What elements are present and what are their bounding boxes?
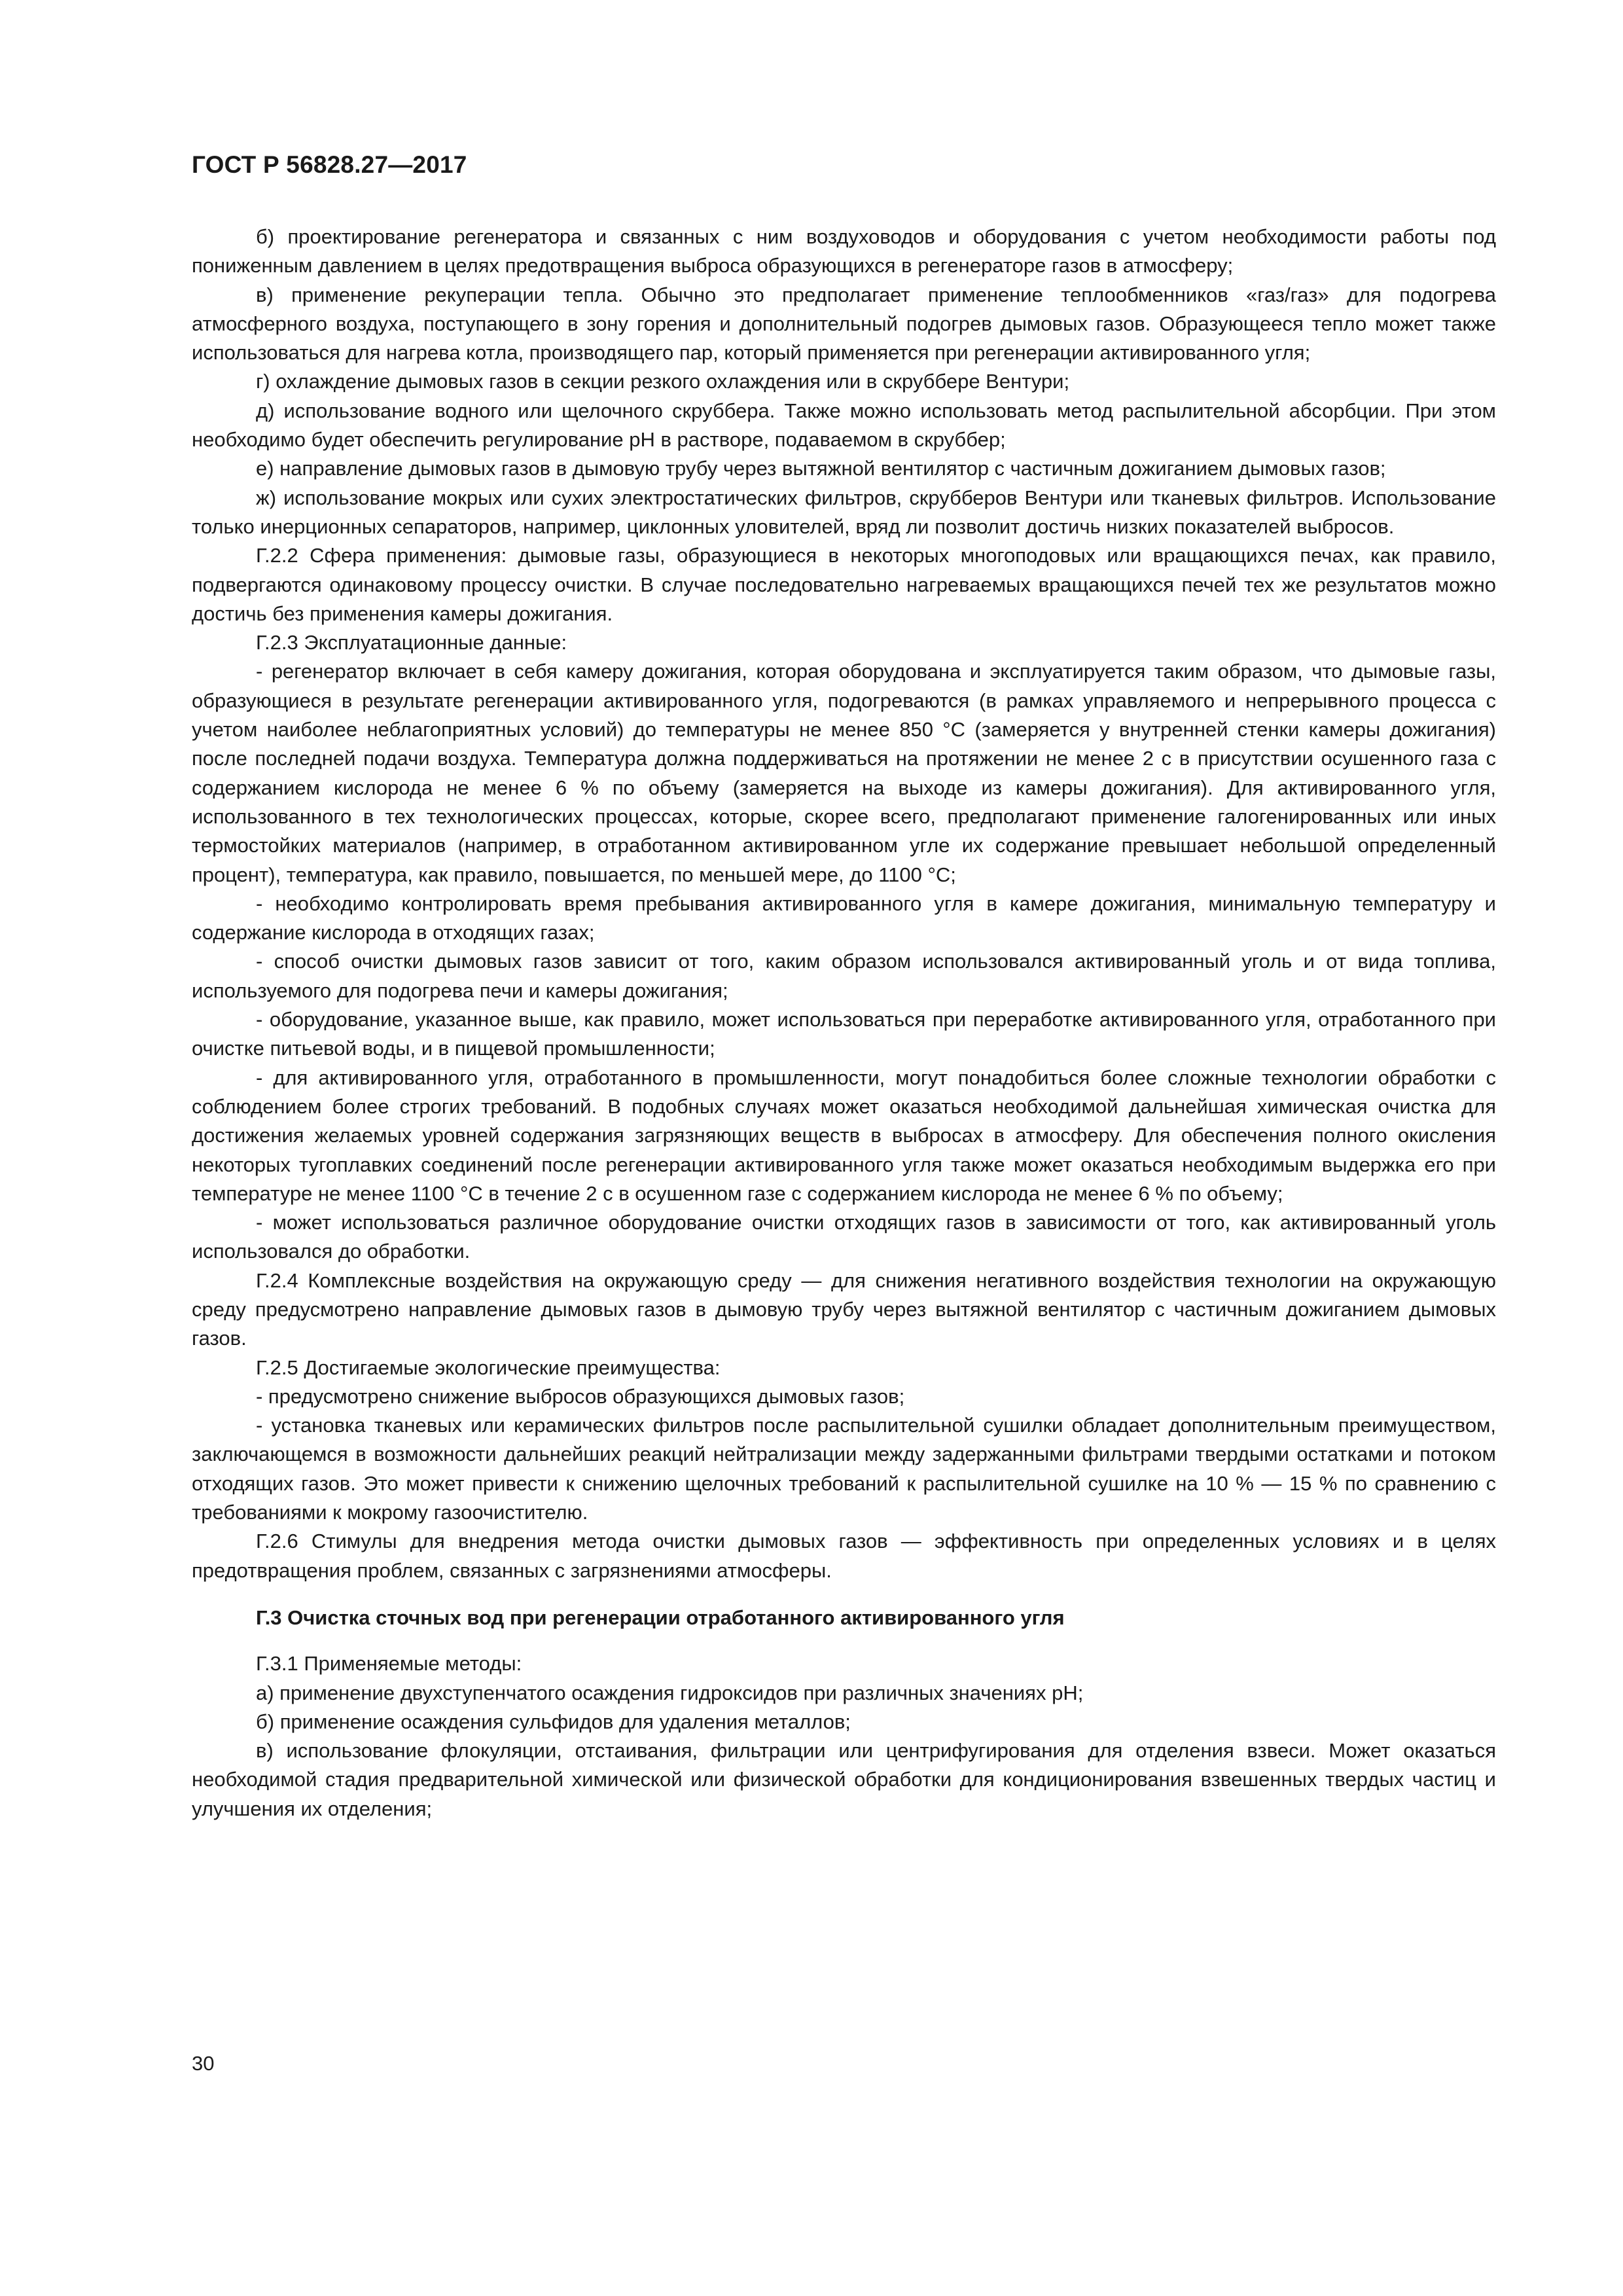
paragraph-dash-5: - для активированного угля, отработанного в промышленности, могут понадобиться более сложные технологии обработки с соблюдением более строгих требований. В подобных случаях может оказаться необходимой дальнейшая химическая очистка для достижения желаемых уровней содержания загрязняющих веществ в выбросах в атмосферу. Для обеспечения полного окисления некоторых тугоплавких соединений после регенерации активированного угля также может оказаться необходимым выдержка его при температуре не менее 1100 °С в течение 2 с в осушенном газе с содержанием кислорода не менее 6 % по объему; — [192, 1066, 1496, 1205]
paragraph-dash-6: - может использоваться различное оборудование очистки отходящих газов в зависимости от того, как активированный уголь использовался до обработки. — [192, 1211, 1496, 1263]
document-id-header: ГОСТ Р 56828.27—2017 — [192, 151, 467, 178]
paragraph-g-2-6: Г.2.6 Стимулы для внедрения метода очистки дымовых газов — эффективность при определенных условиях и в целях предотвращения проблем, связанных с загрязнениями атмосферы. — [192, 1530, 1496, 1582]
paragraph-item-g: г) охлаждение дымовых газов в секции резкого охлаждения или в скруббере Вентури; — [256, 370, 1070, 393]
paragraph-g-2-2: Г.2.2 Сфера применения: дымовые газы, образующиеся в некоторых многоподовых или вращающихся печах, как правило, подвергаются одинаковому процессу очистки. В случае последовательно нагреваемых вращающихся печей тех же результатов можно достичь без применения камеры дожигания. — [192, 544, 1496, 625]
paragraph-item-e: е) направление дымовых газов в дымовую трубу через вытяжной вентилятор с частичным дожиганием дымовых газов; — [256, 457, 1386, 480]
paragraph-g-2-4: Г.2.4 Комплексные воздействия на окружающую среду — для снижения негативного воздействия технологии на окружающую среду предусмотрено направление дымовых газов в дымовую трубу через вытяжной вентилятор с частичным дожиганием дымовых газов. — [192, 1268, 1496, 1350]
paragraph-item-d: д) использование водного или щелочного скруббера. Также можно использовать метод распылительной абсорбции. При этом необходимо будет обеспечить регулирование pH в растворе, подаваемом в скруббер; — [192, 399, 1496, 452]
document-body — [192, 223, 1496, 1823]
section-heading-g-3: Г.3 Очистка сточных вод при регенерации отработанного активированного угля — [256, 1605, 1065, 1629]
page-number: 30 — [192, 2052, 215, 2075]
paragraph-dash-4: - оборудование, указанное выше, как правило, может использоваться при переработке активированного угля, отработанного при очистке питьевой воды, и в пищевой промышленности; — [192, 1008, 1496, 1060]
paragraph-dash-2: - необходимо контролировать время пребывания активированного угля в камере дожигания, минимальную температуру и содержание кислорода в отходящих газах; — [192, 891, 1496, 944]
paragraph-g-3-item-b: б) применение осаждения сульфидов для удаления металлов; — [256, 1710, 851, 1733]
paragraph-item-b: б) проектирование регенератора и связанных с ним воздуховодов и оборудования с учетом необходимости работы под пониженным давлением в целях предотвращения выброса образующихся в регенераторе газов в атмосферу; — [192, 225, 1496, 278]
paragraph-dash-3: - способ очистки дымовых газов зависит от того, каким образом использовался активированный уголь и от вида топлива, используемого для подогрева печи и камеры дожигания; — [192, 950, 1496, 1002]
paragraph-item-v: в) применение рекуперации тепла. Обычно это предполагает применение теплообменников «газ/газ» для подогрева атмосферного воздуха, поступающего в зону горения и дополнительный подогрев дымовых газов. Образующееся тепло может также использоваться для нагрева котла, производящего пар, который применяется при регенерации активированного угля; — [192, 283, 1496, 365]
paragraph-g-3-1-title: Г.3.1 Применяемые методы: — [256, 1652, 522, 1676]
paragraph-item-zh: ж) использование мокрых или сухих электростатических фильтров, скрубберов Вентури или тканевых фильтров. Использование только инерционных сепараторов, например, циклонных уловителей, вряд ли позволит достичь низких показателей выбросов. — [192, 486, 1496, 538]
paragraph-dash-1: - регенератор включает в себя камеру дожигания, которая оборудована и эксплуатируется таким образом, что дымовые газы, образующиеся в результате регенерации активированного угля, подогреваются (в рамках управляемого и непрерывного процесса с учетом наиболее неблагоприятных условий) до температуры не менее 850 °С (замеряется у внутренней стенки камеры дожигания) после последней подачи воздуха. Температура должна поддерживаться на протяжении не менее 2 с в присутствии осушенного газа с содержанием кислорода не менее 6 % по объему (замеряется на выходе из камеры дожигания). Для активированного угля, использованного в тех технологических процессах, которые, скорее всего, предполагают применение галогенированных или иных термостойких материалов (например, в отработанном активированном угле их содержание превышает небольшой определенный процент), температура, как правило, повышается, по меньшей мере, до 1100 °С; — [192, 660, 1496, 886]
paragraph-dash-7: - предусмотрено снижение выбросов образующихся дымовых газов; — [256, 1384, 905, 1408]
paragraph-dash-8: - установка тканевых или керамических фильтров после распылительной сушилки обладает дополнительным преимуществом, заключающемся в возможности дальнейших реакций нейтрализации между задержанными фильтрами твердыми остатками и потоком отходящих газов. Это может привести к снижению щелочных требований к распылительной сушилке на 10 % — 15 % по сравнению с требованиями к мокрому газоочистителю. — [192, 1414, 1496, 1524]
paragraph-g-2-3-title: Г.2.3 Эксплуатационные данные: — [256, 631, 567, 655]
paragraph-g-3-item-v: в) использование флокуляции, отстаивания, фильтрации или центрифугирования для отделения взвеси. Может оказаться необходимой стадия предварительной химической или физической обработки для кондиционирования взвешенных твердых частиц и улучшения их отделения; — [192, 1739, 1496, 1820]
paragraph-g-3-item-a: а) применение двухступенчатого осаждения гидроксидов при различных значениях pH; — [256, 1681, 1084, 1704]
paragraph-g-2-5-title: Г.2.5 Достигаемые экологические преимущества: — [256, 1355, 721, 1379]
